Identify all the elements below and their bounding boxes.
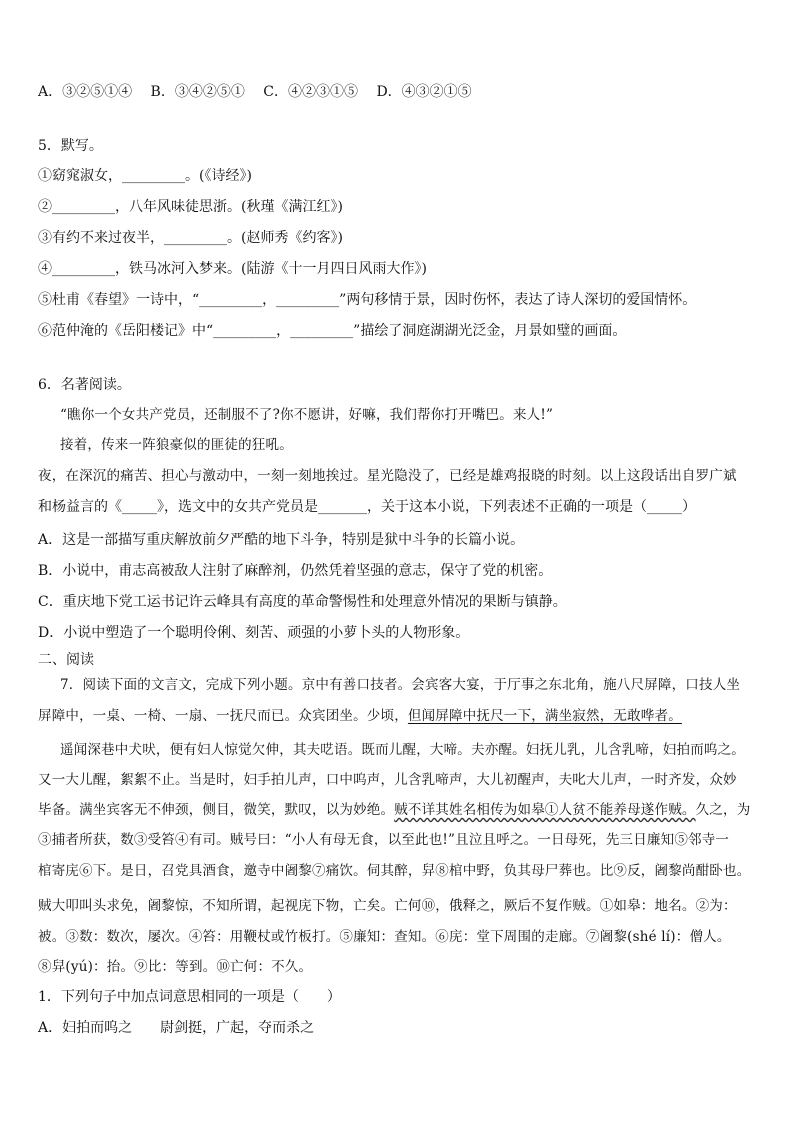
q7-line-1: 7．阅读下面的文言文，完成下列小题。京中有善口技者。会宾客大宴，于厅事之东北角，施八尺屏障，口技人坐 [60, 677, 741, 693]
q5-line-2: ②_________，八年风味徒思浙。(秋瑾《满江红》) [38, 199, 343, 215]
q7-line-6: ③捕者所获，数③受笞④有司。贼号曰：“小人有母无食，以至此也!”且泣且呼之。一日母死，先三日廉知⑤邻寺一 [38, 832, 730, 848]
q7-line-5 [38, 800, 764, 820]
q5-line-1: ①窈窕淑女，_________。(《诗经》) [38, 168, 252, 184]
q7-wavy-sentence: 贼不详其姓名相传为如皋①人贫不能养母遂作贼。 [394, 802, 696, 818]
q4-options: A．③②⑤①④ B．③④②⑤① C．④②③①⑤ D．④③②①⑤ [38, 84, 472, 100]
q6-option-b: B．小说中，甫志高被敌人注射了麻醉剂，仍然凭着坚强的意志，保守了党的机密。 [38, 563, 553, 579]
q6-option-d: D．小说中塑造了一个聪明伶俐、刻苦、顽强的小萝卜头的人物形象。 [38, 625, 470, 641]
q7-line-5-tail: 久之，为 [695, 802, 751, 818]
q5-line-5: ⑤杜甫《春望》一诗中，“_________，_________”两句移情于景，因时伤怀，表达了诗人深切的爱国情怀。 [38, 292, 697, 308]
sub1-title: 1．下列句子中加点词意思相同的一项是（ ） [38, 989, 341, 1005]
q7-line-7: 棺寄庑⑥下。是日，召党具酒食，邀寺中阇黎⑦痛饮。伺其醉，舁⑧棺中野，负其母尸葬也。比⑨反，阇黎尚酣卧也。 [38, 863, 751, 879]
q6-title: 6．名著阅读。 [38, 377, 131, 393]
q6-question: 和杨益言的《_____》，选文中的女共产党员是_______，关于这本小说，下列表述不正确的一项是（_____） [38, 499, 696, 515]
q7-line-9: 被。③数：数次，屡次。④笞：用鞭杖或竹板打。⑤廉知：查知。⑥庑：堂下周围的走廊。⑦阇黎(shé lí)：僧人。 [38, 929, 731, 945]
q6-passage-3: 夜，在深沉的痛苦、担心与激动中，一刻一刻地挨过。星光隐没了，已经是雄鸡报晓的时刻。以上这段话出自罗广斌 [38, 468, 737, 484]
q7-line-8: 贼大叩叫头求免，阇黎惊，不知所谓，起视庑下物，亡矣。亡何⑩，俄释之，厥后不复作贼。①如皋：地名。②为： [38, 898, 737, 914]
q5-title: 5．默写。 [38, 138, 103, 154]
q6-passage-2: 接着，传来一阵狼豪似的匪徒的狂吼。 [60, 437, 293, 453]
q6-option-c: C．重庆地下党工运书记许云峰具有高度的革命警惕性和处理意外情况的果断与镇静。 [38, 594, 567, 610]
q7-line-2-text: 屏障中，一桌、一椅、一扇、一抚尺而已。众宾团坐。少顷， [38, 708, 408, 724]
q5-line-3: ③有约不来过夜半，_________。(赵师秀《约客》) [38, 230, 343, 246]
q5-line-4: ④_________，铁马冰河入梦来。(陆游《十一月四日风雨大作》) [38, 261, 427, 277]
q6-passage-1: “瞧你一个女共产党员，还制服不了?你不愿讲，好嘛，我们帮你打开嘴巴。来人!” [60, 407, 554, 423]
q7-line-10: ⑧舁(yú)：抬。⑨比：等到。⑩亡何：不久。 [38, 959, 313, 975]
q7-line-5-text: 毕备。满坐宾客无不伸颈，侧目，微笑，默叹，以为妙绝。 [38, 802, 395, 818]
q7-underlined-sentence: 但闻屏障中抚尺一下，满坐寂然，无敢哗者。 [407, 708, 682, 724]
q7-line-4: 又一大儿醒，絮絮不止。当是时，妇手拍儿声，口中呜声，儿含乳啼声，大儿初醒声，夫叱大儿声，一时齐发，众妙 [38, 772, 737, 788]
sub1-option-a: A．妇拍而呜之 尉剑挺，广起，夺而杀之 [38, 1020, 315, 1036]
section-heading: 二、阅读 [38, 652, 94, 668]
q6-option-a: A．这是一部描写重庆解放前夕严酷的地下斗争，特别是狱中斗争的长篇小说。 [38, 532, 525, 548]
q7-line-2 [38, 706, 764, 726]
q5-line-6: ⑥范仲淹的《岳阳楼记》中“_________，_________”描绘了洞庭湖湖光泛金，月景如璧的画面。 [38, 323, 627, 339]
q7-line-3: 遥闻深巷中犬吠，便有妇人惊觉欠伸，其夫呓语。既而儿醒，大啼。夫亦醒。妇抚儿乳，儿含乳啼，妇拍而呜之。 [60, 742, 745, 758]
